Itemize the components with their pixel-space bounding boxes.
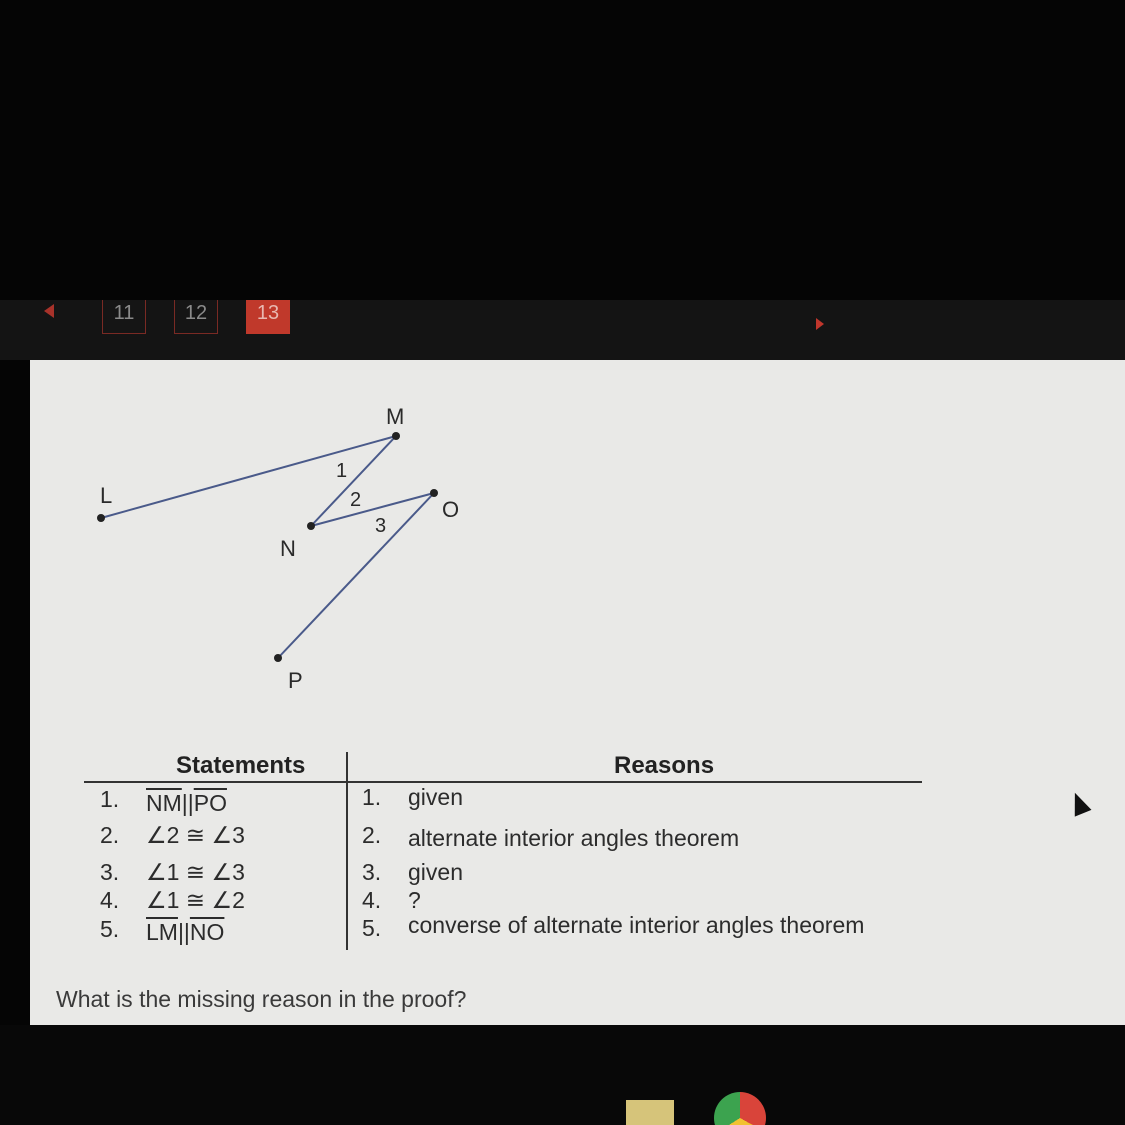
reason-number: 3. <box>362 859 382 885</box>
angle-2-label: 2 <box>350 489 362 511</box>
reasons-header: Reasons <box>614 752 715 779</box>
reason-number: 5. <box>362 915 382 941</box>
reason-number: 2. <box>362 822 382 848</box>
label-l: L <box>100 483 113 508</box>
statement-text: ∠2 ≅ ∠3 <box>146 822 245 848</box>
label-o: O <box>442 497 460 522</box>
page-button-12[interactable]: 12 <box>174 300 218 334</box>
page-button-11[interactable]: 11 <box>102 300 146 334</box>
statements-header: Statements <box>176 752 306 779</box>
label-p: P <box>288 668 303 693</box>
statement-number: 5. <box>100 916 120 942</box>
statement-number: 3. <box>100 859 120 885</box>
reason-text-missing: ? <box>408 887 421 913</box>
label-m: M <box>386 404 405 429</box>
statement-text: $\overline{NM}||\overline{PO}$ <box>146 790 227 816</box>
angle-1-label: 1 <box>336 460 348 482</box>
statement-number: 4. <box>100 887 120 913</box>
table-header-divider <box>84 781 922 783</box>
next-page-arrow-icon[interactable] <box>816 318 824 330</box>
reason-number: 4. <box>362 887 382 913</box>
page-button-13[interactable]: 13 <box>246 300 290 334</box>
reason-text: given <box>408 859 463 885</box>
proof-table <box>30 360 1125 1025</box>
reason-text: alternate interior angles theorem <box>408 825 740 851</box>
prev-page-arrow-icon[interactable] <box>44 304 54 318</box>
statement-number: 2. <box>100 822 120 848</box>
statement-text: $\overline{LM}||\overline{NO}$ <box>146 919 225 945</box>
reason-number: 1. <box>362 784 382 810</box>
files-icon[interactable] <box>626 1100 674 1125</box>
question-prompt: What is the missing reason in the proof? <box>56 986 467 1012</box>
reason-text: given <box>408 784 463 810</box>
statement-text: ∠1 ≅ ∠3 <box>146 859 245 885</box>
question-panel <box>30 360 1125 1025</box>
table-column-divider <box>346 752 348 950</box>
statement-number: 1. <box>100 786 120 812</box>
label-n: N <box>280 536 296 561</box>
taskbar <box>0 1025 1125 1125</box>
page-nav-bar <box>0 300 1125 360</box>
reason-text: converse of alternate interior angles theorem <box>408 912 865 938</box>
angle-3-label: 3 <box>375 515 387 537</box>
statement-text: ∠1 ≅ ∠2 <box>146 887 245 913</box>
